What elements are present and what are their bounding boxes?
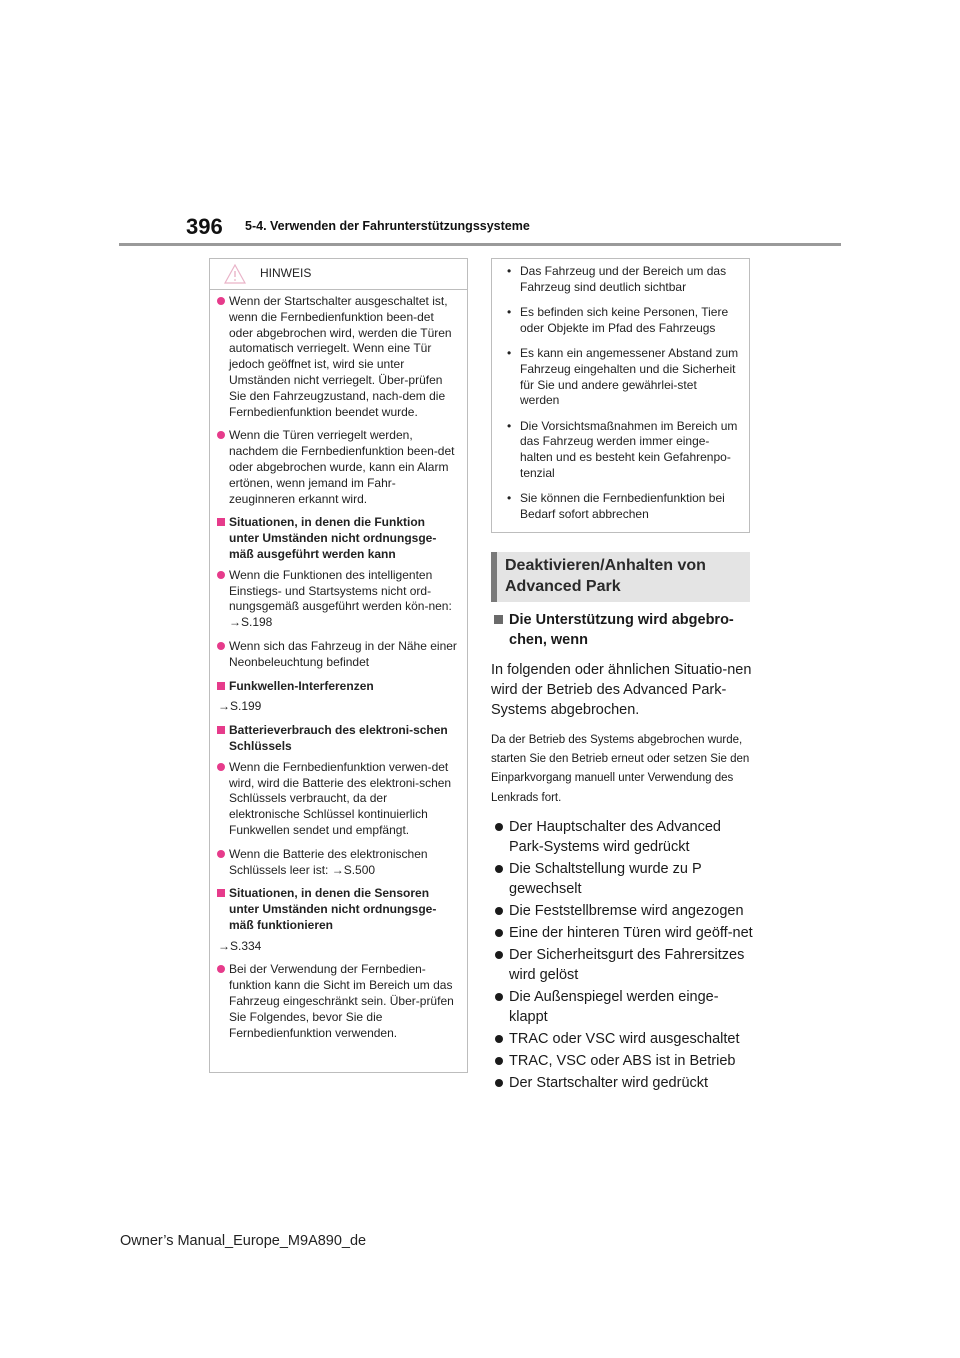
cancel-condition-item	[491, 1073, 753, 1093]
sub-heading-text: Die Unterstützung wird abgebro-chen, wenn	[509, 612, 734, 648]
notice-item-text: →S.334	[218, 938, 262, 953]
cancel-condition-text: TRAC oder VSC wird ausgeschaltet	[509, 1030, 740, 1047]
condition-item	[502, 305, 739, 336]
notice-reference	[218, 939, 457, 955]
notice-item-text: Wenn der Startschalter ausgeschaltet ist, wenn die Fernbedienfunktion been-det oder abgebrochen wird, werden die Türen automatisch verriegelt. Wenn eine Tür jedoch geöffnet ist, wird sie unter Umständen nicht verriegelt. Über-prüfen Sie den Fahrzeugzustand, nach-dem die Fernbedienfunktion beendet wurde.	[229, 294, 452, 419]
bullet-dot	[495, 951, 503, 959]
intro-paragraph: In folgenden oder ähnlichen Situatio-nen wird der Betrieb des Advanced Park-Systems abgebrochen.	[491, 662, 752, 718]
section-heading	[491, 552, 750, 602]
bullet-dot	[217, 642, 225, 650]
cancel-condition-text: Der Startschalter wird gedrückt	[509, 1074, 709, 1091]
footer-text: Owner’s Manual_Europe_M9A890_de	[120, 1233, 367, 1249]
cancel-condition-item	[491, 817, 753, 857]
conditions-box	[491, 258, 750, 533]
notice-item-text: Batterieverbrauch des elektroni-schen Schlüssels	[229, 723, 448, 753]
bullet-mark: •	[507, 491, 512, 506]
notice-title: HINWEIS	[260, 266, 312, 280]
square-bullet	[217, 889, 225, 897]
notice-subheading	[218, 515, 457, 562]
cancel-condition-text: Eine der hinteren Türen wird geöff-net	[509, 924, 753, 941]
notice-subheading	[218, 886, 457, 933]
chapter-title: 5-4. Verwenden der Fahrunterstützungssysteme	[245, 219, 530, 233]
cancel-condition-text: Die Schaltstellung wurde zu P gewechselt	[509, 860, 702, 897]
section-heading-line-2: Advanced Park	[505, 578, 621, 595]
notice-reference	[218, 699, 457, 715]
condition-item	[502, 346, 739, 408]
cancel-conditions-list	[491, 817, 753, 1093]
notice-item-text: Bei der Verwendung der Fernbedien-funktion kann die Sicht im Bereich um das Fahrzeug eingeschränkt sein. Über-prüfen Sie Folgendes, bevor Sie die Fernbedienfunktion verwenden.	[229, 962, 454, 1040]
condition-text: Die Vorsichtsmaßnahmen im Bereich um das Fahrzeug werden immer einge-halten und es besteht kein Gefahrenpo-tenzial	[520, 418, 738, 480]
right-body	[491, 610, 753, 1095]
condition-text: Es kann ein angemessener Abstand zum Fahrzeug eingehalten und die Sicherheit für Sie und andere gewährlei-stet werden	[520, 346, 739, 408]
notice-body	[210, 290, 467, 1041]
bullet-mark: •	[507, 264, 512, 278]
bullet-dot	[217, 297, 225, 305]
condition-text: Sie können die Fernbedienfunktion bei Bedarf sofort abbrechen	[520, 491, 725, 521]
bullet-dot	[217, 850, 225, 858]
notice-bullet-item	[218, 760, 457, 839]
notice-subheading	[218, 679, 457, 695]
notice-bullet-item	[218, 294, 457, 420]
cancel-condition-text: Die Außenspiegel werden einge-klappt	[509, 988, 719, 1025]
bullet-mark: •	[507, 346, 512, 361]
notice-item-text: Wenn die Fernbedienfunktion verwen-det wird, wird die Batterie des elektroni-schen Schlüssels verbraucht, da der elektronische Schlüssel kontinuierlich Funkwellen sendet und empfängt.	[229, 759, 452, 837]
notice-item-text: Situationen, in denen die Sensoren unter Umständen nicht ordnungsge-mäß funktionieren	[229, 886, 437, 932]
notice-header	[210, 259, 467, 290]
note-paragraph: Da der Betrieb des Systems abgebrochen wurde, starten Sie den Betrieb erneut oder setzen Sie den Einparkvorgang manuell unter Verwendung des Lenkrads fort.	[491, 734, 750, 804]
sub-heading	[491, 610, 753, 650]
bullet-dot	[495, 865, 503, 873]
cancel-condition-item	[491, 901, 753, 921]
notice-bullet-item	[218, 962, 457, 1041]
bullet-dot	[495, 993, 503, 1001]
bullet-dot	[217, 431, 225, 439]
bullet-dot	[495, 929, 503, 937]
notice-item-text: Situationen, in denen die Funktion unter Umständen nicht ordnungsge-mäß ausgeführt werden kann	[229, 515, 437, 561]
bullet-dot	[495, 1035, 503, 1043]
notice-box	[209, 258, 468, 1073]
condition-text: Das Fahrzeug und der Bereich um das Fahrzeug sind deutlich sichtbar	[520, 264, 727, 294]
square-bullet	[217, 682, 225, 690]
notice-item-text: Wenn die Türen verriegelt werden, nachdem die Fernbedienfunktion been-det oder abgebrochen wurde, kann ein Alarm ertönen, wenn jemand im Fahr-zeuginneren erkannt wird.	[229, 428, 455, 506]
bullet-dot	[217, 763, 225, 771]
notice-bullet-item	[218, 428, 457, 507]
bullet-mark: •	[507, 418, 512, 433]
bullet-mark: •	[507, 305, 512, 320]
notice-subheading	[218, 723, 457, 755]
bullet-dot	[217, 965, 225, 973]
cancel-condition-item	[491, 1029, 753, 1049]
cancel-condition-text: Die Feststellbremse wird angezogen	[509, 902, 744, 919]
cancel-condition-text: Der Hauptschalter des Advanced Park-Systems wird gedrückt	[509, 818, 721, 855]
cancel-condition-item	[491, 1051, 753, 1071]
cancel-condition-item	[491, 859, 753, 899]
square-bullet	[494, 615, 503, 624]
bullet-dot	[217, 571, 225, 579]
notice-bullet-item	[218, 568, 457, 631]
bullet-dot	[495, 907, 503, 915]
condition-item	[502, 264, 739, 295]
cancel-condition-item	[491, 945, 753, 985]
cancel-condition-item	[491, 923, 753, 943]
notice-item-text: Wenn die Funktionen des intelligenten Einstiegs- und Startsystems nicht ord-nungsgemäß ausgeführt werden kön-nen: →S.198	[229, 567, 452, 630]
notice-item-text: →S.199	[218, 699, 262, 714]
warning-icon	[224, 264, 246, 284]
notice-bullet-item	[218, 847, 457, 879]
bullet-dot	[495, 1057, 503, 1065]
notice-bullet-item	[218, 639, 457, 671]
notice-item-text: Wenn die Batterie des elektronischen Schlüssels leer ist: →S.500	[229, 846, 428, 877]
square-bullet	[217, 518, 225, 526]
page-number: 396	[186, 214, 223, 239]
notice-item-text: Wenn sich das Fahrzeug in der Nähe einer Neonbeleuchtung befindet	[229, 638, 457, 669]
square-bullet	[217, 726, 225, 734]
cancel-condition-text: TRAC, VSC oder ABS ist in Betrieb	[509, 1052, 736, 1069]
bullet-dot	[495, 823, 503, 831]
condition-item	[502, 491, 739, 522]
notice-item-text: Funkwellen-Interferenzen	[229, 678, 374, 693]
header-rule	[119, 243, 841, 246]
condition-item	[502, 419, 739, 481]
bullet-dot	[495, 1079, 503, 1087]
cancel-condition-item	[491, 987, 753, 1027]
condition-text: Es befinden sich keine Personen, Tiere oder Objekte im Pfad des Fahrzeugs	[520, 305, 729, 335]
cancel-condition-text: Der Sicherheitsgurt des Fahrersitzes wird gelöst	[509, 946, 745, 983]
section-heading-line-1: Deaktivieren/Anhalten von	[505, 557, 706, 574]
